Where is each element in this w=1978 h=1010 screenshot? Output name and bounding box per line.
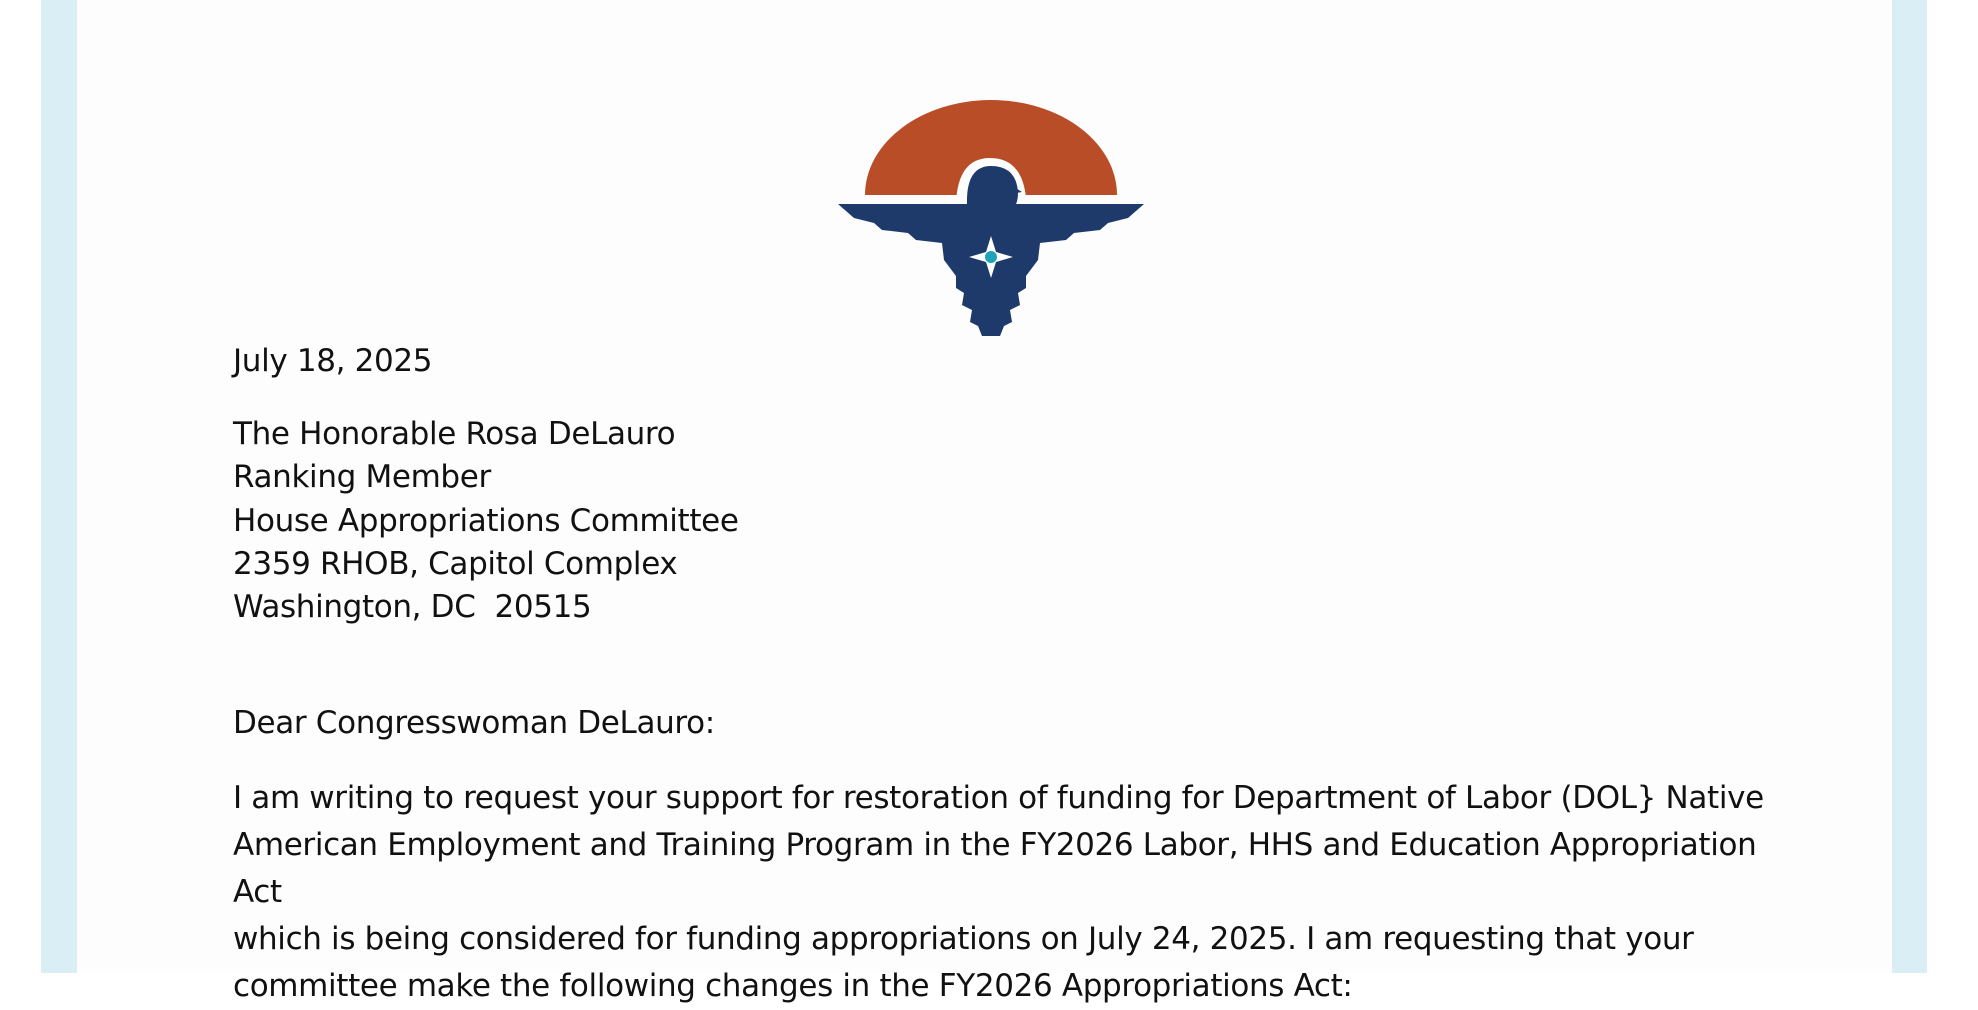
- body-line: I am writing to request your support for restoration of funding for Department of Labor (DOL} Native: [233, 780, 1764, 817]
- salutation: Dear Congresswoman DeLauro:: [233, 705, 715, 742]
- recipient-name: The Honorable Rosa DeLauro: [233, 416, 676, 452]
- body-line: American Employment and Training Program in the FY2026 Labor, HHS and Education Appropriation Act: [233, 827, 1757, 911]
- logo-star-center: [985, 251, 997, 263]
- recipient-street: 2359 RHOB, Capitol Complex: [233, 545, 678, 582]
- body-line: which is being considered for funding appropriations on July 24, 2025. I am requesting that your: [233, 921, 1694, 958]
- body-line: committee make the following changes in the FY2026 Appropriations Act:: [233, 968, 1353, 1005]
- letter-date: July 18, 2025: [233, 343, 433, 379]
- recipient-address: [233, 413, 1793, 629]
- recipient-city-line: Washington, DC 20515: [233, 589, 592, 626]
- letter-body: [233, 340, 1793, 1010]
- thunderbird-sun-logo-icon: [838, 100, 1144, 338]
- body-paragraph: [233, 775, 1793, 1010]
- recipient-title: Ranking Member: [233, 459, 491, 496]
- recipient-committee: House Appropriations Committee: [233, 502, 739, 539]
